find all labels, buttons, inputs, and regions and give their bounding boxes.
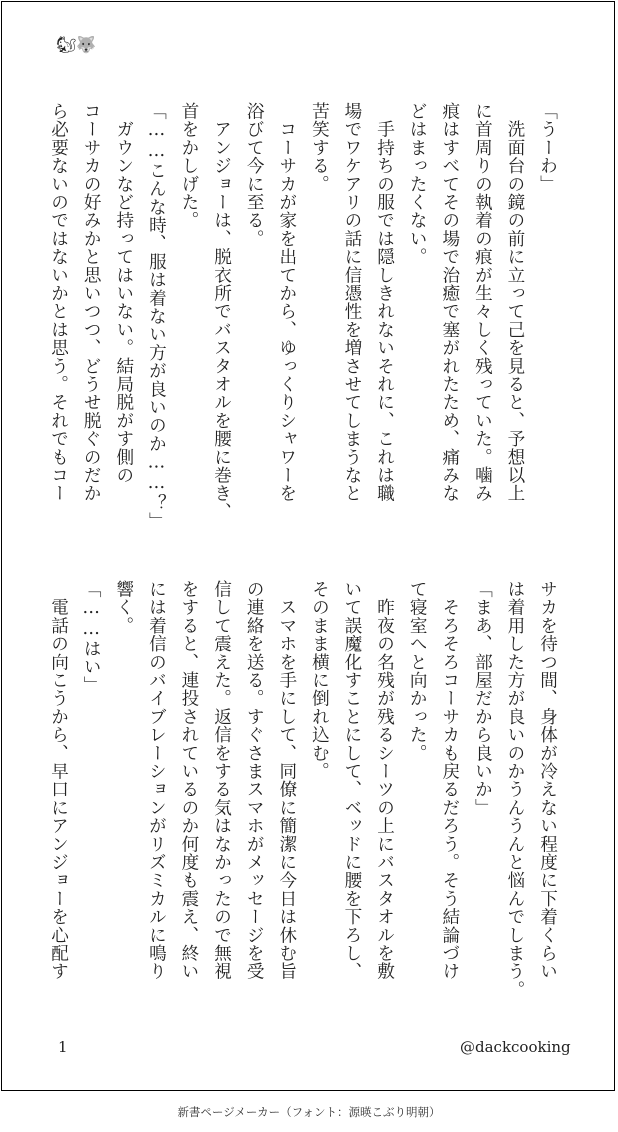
text-column: 昨夜の名残が残るシーツの上にバスタオルを敷 (374, 580, 395, 981)
text-column: 洗面台の鏡の前に立って己を見ると、予想以上 (504, 102, 525, 503)
text-column: 「うーわ」 (537, 102, 558, 193)
text-column: ガウンなど持ってはいない。結局脱がす側の (113, 102, 134, 485)
text-column: 「……はい」 (81, 580, 102, 694)
text-column: 苦笑する。 (309, 102, 330, 193)
text-column: 「……こんな時、服は着ない方が良いのか……？」 (146, 102, 167, 531)
text-column: て寝室へと向かった。 (407, 580, 428, 762)
text-column: そのまま横に倒れ込む。 (309, 580, 330, 781)
page (1, 1, 615, 1091)
text-column: スマホを手にして、同僚に簡潔に今日は休む旨 (276, 580, 297, 981)
text-column: コーサカの好みかと思いつつ、どうせ脱ぐのだか (81, 102, 102, 503)
text-column: 響く。 (113, 580, 134, 635)
text-column: いて誤魔化すことにして、ベッドに腰を下ろし、 (341, 580, 362, 981)
text-column: には着信のバイブレーションがリズミカルに鳴り (146, 580, 167, 981)
text-column: の連絡を送る。すぐさまスマホがメッセージを受 (244, 580, 265, 981)
text-column: をすると、連投されているのか何度も震え、終い (178, 580, 199, 981)
text-column: サカを待つ間、身体が冷えない程度に下着くらい (537, 580, 558, 981)
text-column: ら必要ないのではないかとは思う。それでもコー (48, 102, 69, 503)
text-column: 電話の向こうから、早口にアンジョーを心配す (48, 580, 69, 981)
text-column: 信して震えた。返信をする気はなかったので無視 (211, 580, 232, 981)
author-handle: @dackcooking (460, 1038, 571, 1056)
text-column: に首周りの執着の痕が生々しく残っていた。噛み (472, 102, 493, 503)
page-number: 1 (58, 1038, 68, 1056)
text-column: 手持ちの服では隠しきれないそれに、これは職 (374, 102, 395, 503)
text-column: 場でワケアリの話に信憑性を増させてしまうなと (341, 102, 362, 503)
text-column: どはまったくない。 (407, 102, 428, 266)
text-column: アンジョーは、脱衣所でバスタオルを腰に巻き、 (211, 102, 232, 521)
squirrel-wolf-icon: 🐿🐺 (56, 35, 97, 54)
footer-caption: 新書ページメーカー（フォント：源暎こぶり明朝） (177, 1105, 441, 1119)
text-column: 浴びて今に至る。 (244, 102, 265, 248)
text-column: 痕はすべてその場で治癒で塞がれたため、痛みな (439, 102, 460, 503)
text-column: は着用した方が良いのかうんうんと悩んでしまう。 (504, 580, 525, 999)
text-column: コーサカが家を出てから、ゆっくりシャワーを (276, 102, 297, 503)
text-column: そろそろコーサカも戻るだろう。そう結論づけ (439, 580, 460, 981)
text-column: 「まあ、部屋だから良いか」 (472, 580, 493, 817)
text-column: 首をかしげた。 (178, 102, 199, 230)
